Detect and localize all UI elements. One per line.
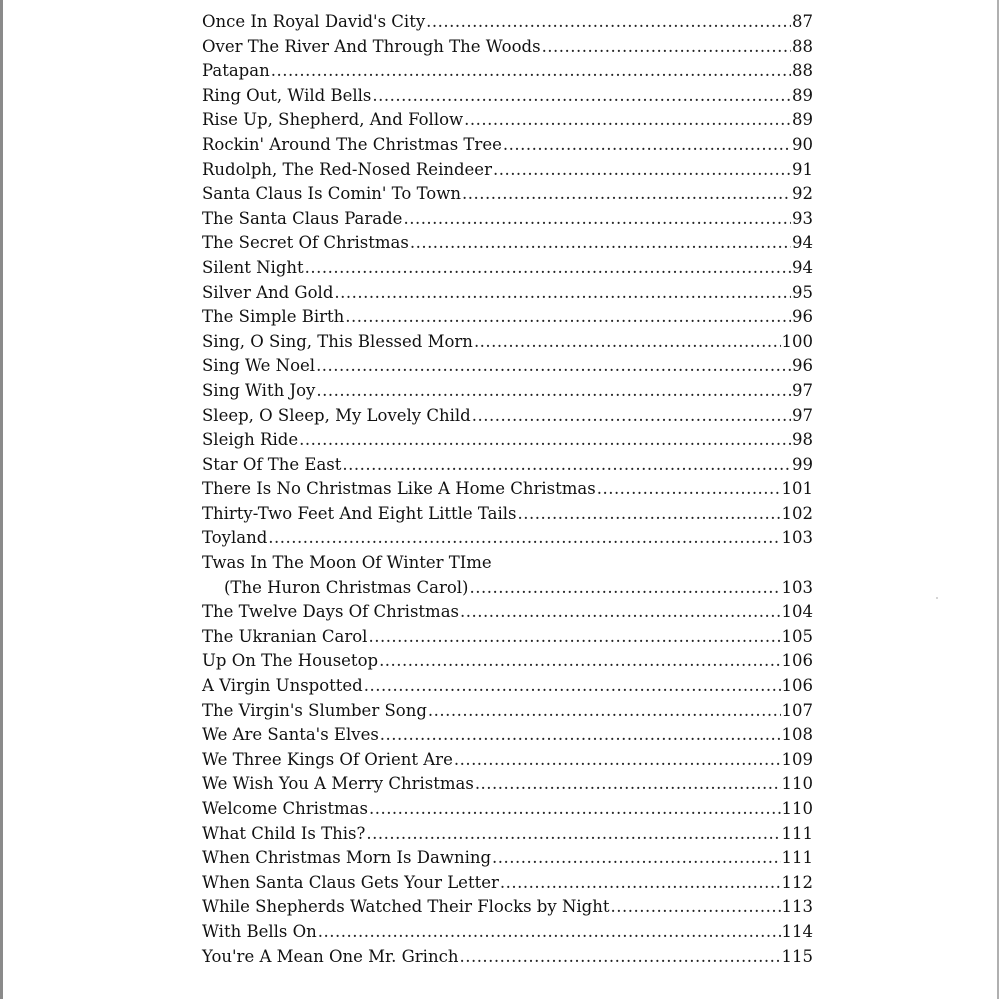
- toc-entry-title: We Are Santa's Elves: [202, 725, 379, 745]
- dot-leader: [380, 723, 781, 748]
- toc-entry: [202, 625, 813, 650]
- toc-page-number: 91: [792, 159, 813, 179]
- toc-entry-title: Silent Night: [202, 257, 304, 277]
- toc-entry-title: Rise Up, Shepherd, And Follow: [202, 110, 464, 130]
- toc-entry: [202, 748, 813, 773]
- toc-entry-title: The Twelve Days Of Christmas: [202, 602, 459, 622]
- toc-entry-title: Over The River And Through The Woods: [202, 36, 541, 56]
- toc-entry-title: When Santa Claus Gets Your Letter: [202, 872, 499, 892]
- dot-leader: [334, 281, 791, 306]
- toc-page-number: 101: [781, 479, 813, 499]
- toc-page-number: 88: [792, 36, 813, 56]
- toc-page-number: 92: [792, 184, 813, 204]
- toc-entry: [202, 526, 813, 551]
- toc-entry: [202, 772, 813, 797]
- toc-page-number: 89: [792, 85, 813, 105]
- dot-leader: [492, 846, 780, 871]
- toc-entry: [202, 133, 813, 158]
- dot-leader: [316, 379, 791, 404]
- toc-entry-title: We Three Kings Of Orient Are: [202, 749, 453, 769]
- toc-entry: [202, 846, 813, 871]
- dot-leader: [518, 502, 781, 527]
- toc-page-number: 112: [781, 872, 813, 892]
- dot-leader: [364, 674, 781, 699]
- dot-leader: [610, 895, 780, 920]
- toc-page-number: 99: [792, 454, 813, 474]
- dot-leader: [464, 108, 791, 133]
- toc-entry-title: Up On The Housetop: [202, 651, 379, 671]
- toc-page-number: 109: [781, 749, 813, 769]
- toc-page-number: 94: [792, 233, 813, 253]
- toc-entry: [202, 576, 813, 601]
- dot-leader: [459, 945, 780, 970]
- toc-entry: [202, 158, 813, 183]
- toc-page-number: 111: [781, 823, 813, 843]
- dot-leader: [493, 158, 791, 183]
- toc-page-number: 111: [781, 848, 813, 868]
- dot-leader: [426, 10, 791, 35]
- dot-leader: [403, 207, 791, 232]
- toc-entry: [202, 600, 813, 625]
- toc-page-number: 88: [792, 61, 813, 81]
- dot-leader: [410, 231, 791, 256]
- toc-entry-title: Sleigh Ride: [202, 430, 299, 450]
- dot-leader: [462, 182, 791, 207]
- toc-entry-title: Silver And Gold: [202, 282, 334, 302]
- toc-entry-title: While Shepherds Watched Their Flocks by Night: [202, 897, 610, 917]
- toc-entry-title: Star Of The East: [202, 454, 342, 474]
- toc-entry-title: Sing We Noel: [202, 356, 316, 376]
- toc-entry: [202, 699, 813, 724]
- dot-leader: [316, 354, 791, 379]
- toc-entry: [202, 428, 813, 453]
- toc-page-number: 102: [781, 503, 813, 523]
- dot-leader: [470, 576, 781, 601]
- toc-entry: [202, 305, 813, 330]
- toc-entry-title: When Christmas Morn Is Dawning: [202, 848, 492, 868]
- dot-leader: [368, 625, 780, 650]
- toc-entry: [202, 84, 813, 109]
- dot-leader: [268, 526, 780, 551]
- dot-leader: [454, 748, 781, 773]
- dot-leader: [597, 477, 781, 502]
- toc-entry: [202, 649, 813, 674]
- dot-leader: [379, 649, 780, 674]
- toc-entry: [202, 797, 813, 822]
- toc-entry: [202, 182, 813, 207]
- dot-leader: [500, 871, 781, 896]
- toc-page-number: 105: [781, 626, 813, 646]
- toc-entry: [202, 354, 813, 379]
- toc-page-number: 87: [792, 12, 813, 31]
- dot-leader: [542, 35, 791, 60]
- toc-entry-title: Welcome Christmas: [202, 799, 368, 818]
- toc-entry-title: There Is No Christmas Like A Home Christmas: [202, 479, 596, 499]
- dot-leader: [372, 84, 791, 109]
- toc-entry-title: We Wish You A Merry Christmas: [202, 774, 474, 794]
- toc-entry-subtitle: (The Huron Christmas Carol): [224, 577, 469, 597]
- dot-leader: [460, 600, 781, 625]
- toc-entry: [202, 10, 813, 35]
- toc-page-number: 110: [781, 774, 813, 794]
- toc-entry-title: Sleep, O Sleep, My Lovely Child: [202, 405, 471, 425]
- dot-leader: [472, 404, 791, 429]
- dot-leader: [299, 428, 791, 453]
- toc-entry: [202, 674, 813, 699]
- toc-entry-title: Rudolph, The Red-Nosed Reindeer: [202, 159, 492, 179]
- toc-page-number: 100: [781, 331, 813, 351]
- toc-entry-title: Thirty-Two Feet And Eight Little Tails: [202, 503, 517, 523]
- toc-entry-title: What Child Is This?: [202, 823, 366, 843]
- toc-page-number: 106: [781, 676, 813, 696]
- toc-page-number: 108: [781, 725, 813, 745]
- toc-page-number: 113: [781, 897, 813, 917]
- toc-entry-title: The Santa Claus Parade: [202, 208, 403, 228]
- toc-entry-title: Rockin' Around The Christmas Tree: [202, 134, 502, 154]
- toc-page-number: 90: [792, 134, 813, 154]
- toc-entry: [202, 502, 813, 527]
- toc-page-number: 103: [781, 577, 813, 597]
- dot-leader: [345, 305, 791, 330]
- dot-leader: [305, 256, 791, 281]
- table-of-contents: [202, 10, 813, 969]
- dot-leader: [318, 920, 781, 945]
- toc-entry: [202, 871, 813, 896]
- toc-entry-title: The Simple Birth: [202, 307, 345, 327]
- dot-leader: [503, 133, 791, 158]
- toc-page-number: 96: [792, 307, 813, 327]
- toc-entry: [202, 231, 813, 256]
- dot-leader: [428, 699, 781, 724]
- toc-page-number: 110: [781, 799, 813, 818]
- dot-leader: [475, 772, 781, 797]
- toc-entry: [202, 453, 813, 478]
- toc-entry-title: The Ukranian Carol: [202, 626, 368, 646]
- toc-page-number: 103: [781, 528, 813, 548]
- dot-leader: [369, 797, 781, 822]
- toc-entry: [202, 330, 813, 355]
- toc-entry-title: The Virgin's Slumber Song: [202, 700, 427, 720]
- toc-entry-title: The Secret Of Christmas: [202, 233, 409, 253]
- toc-page-number: 106: [781, 651, 813, 671]
- toc-entry-title: Sing, O Sing, This Blessed Morn: [202, 331, 473, 351]
- page-left-edge: [0, 0, 3, 999]
- toc-entry: [202, 108, 813, 133]
- toc-page-number: 96: [792, 356, 813, 376]
- toc-page-number: 97: [792, 380, 813, 400]
- toc-page-number: 89: [792, 110, 813, 130]
- toc-entry: [202, 59, 813, 84]
- toc-entry: [202, 281, 813, 306]
- dot-leader: [342, 453, 791, 478]
- toc-page-number: 114: [781, 921, 813, 941]
- toc-page-number: 97: [792, 405, 813, 425]
- toc-entry-title: Toyland: [202, 528, 268, 548]
- toc-entry: [202, 822, 813, 847]
- toc-entry: [202, 35, 813, 60]
- toc-entry-title: A Virgin Unspotted: [202, 676, 363, 696]
- toc-page-number: 104: [781, 602, 813, 622]
- toc-entry: [202, 945, 813, 970]
- toc-entry: [202, 723, 813, 748]
- toc-entry-title: Santa Claus Is Comin' To Town: [202, 184, 461, 204]
- toc-page-number: 93: [792, 208, 813, 228]
- toc-entry: [202, 256, 813, 281]
- toc-entry-title-line: Twas In The Moon Of Winter TIme: [202, 553, 492, 573]
- toc-entry: [202, 207, 813, 232]
- toc-page-number: 95: [792, 282, 813, 302]
- toc-entry-title: Once In Royal David's City: [202, 12, 426, 31]
- dot-leader: [271, 59, 791, 84]
- toc-entry: [202, 895, 813, 920]
- dot-leader: [474, 330, 781, 355]
- toc-page-number: 115: [781, 946, 813, 966]
- toc-entry-title: Ring Out, Wild Bells: [202, 85, 372, 105]
- dot-leader: [366, 822, 780, 847]
- scan-speck: [936, 597, 938, 599]
- toc-entry: [202, 379, 813, 404]
- toc-page-number: 94: [792, 257, 813, 277]
- toc-entry-title: With Bells On: [202, 921, 317, 941]
- toc-entry: [202, 920, 813, 945]
- toc-entry-title: You're A Mean One Mr. Grinch: [202, 946, 459, 966]
- toc-entry-title: Patapan: [202, 61, 270, 81]
- toc-entry: [202, 404, 813, 429]
- toc-page-number: 107: [781, 700, 813, 720]
- toc-entry: [202, 477, 813, 502]
- toc-page-number: 98: [792, 430, 813, 450]
- toc-entry-title: Sing With Joy: [202, 380, 316, 400]
